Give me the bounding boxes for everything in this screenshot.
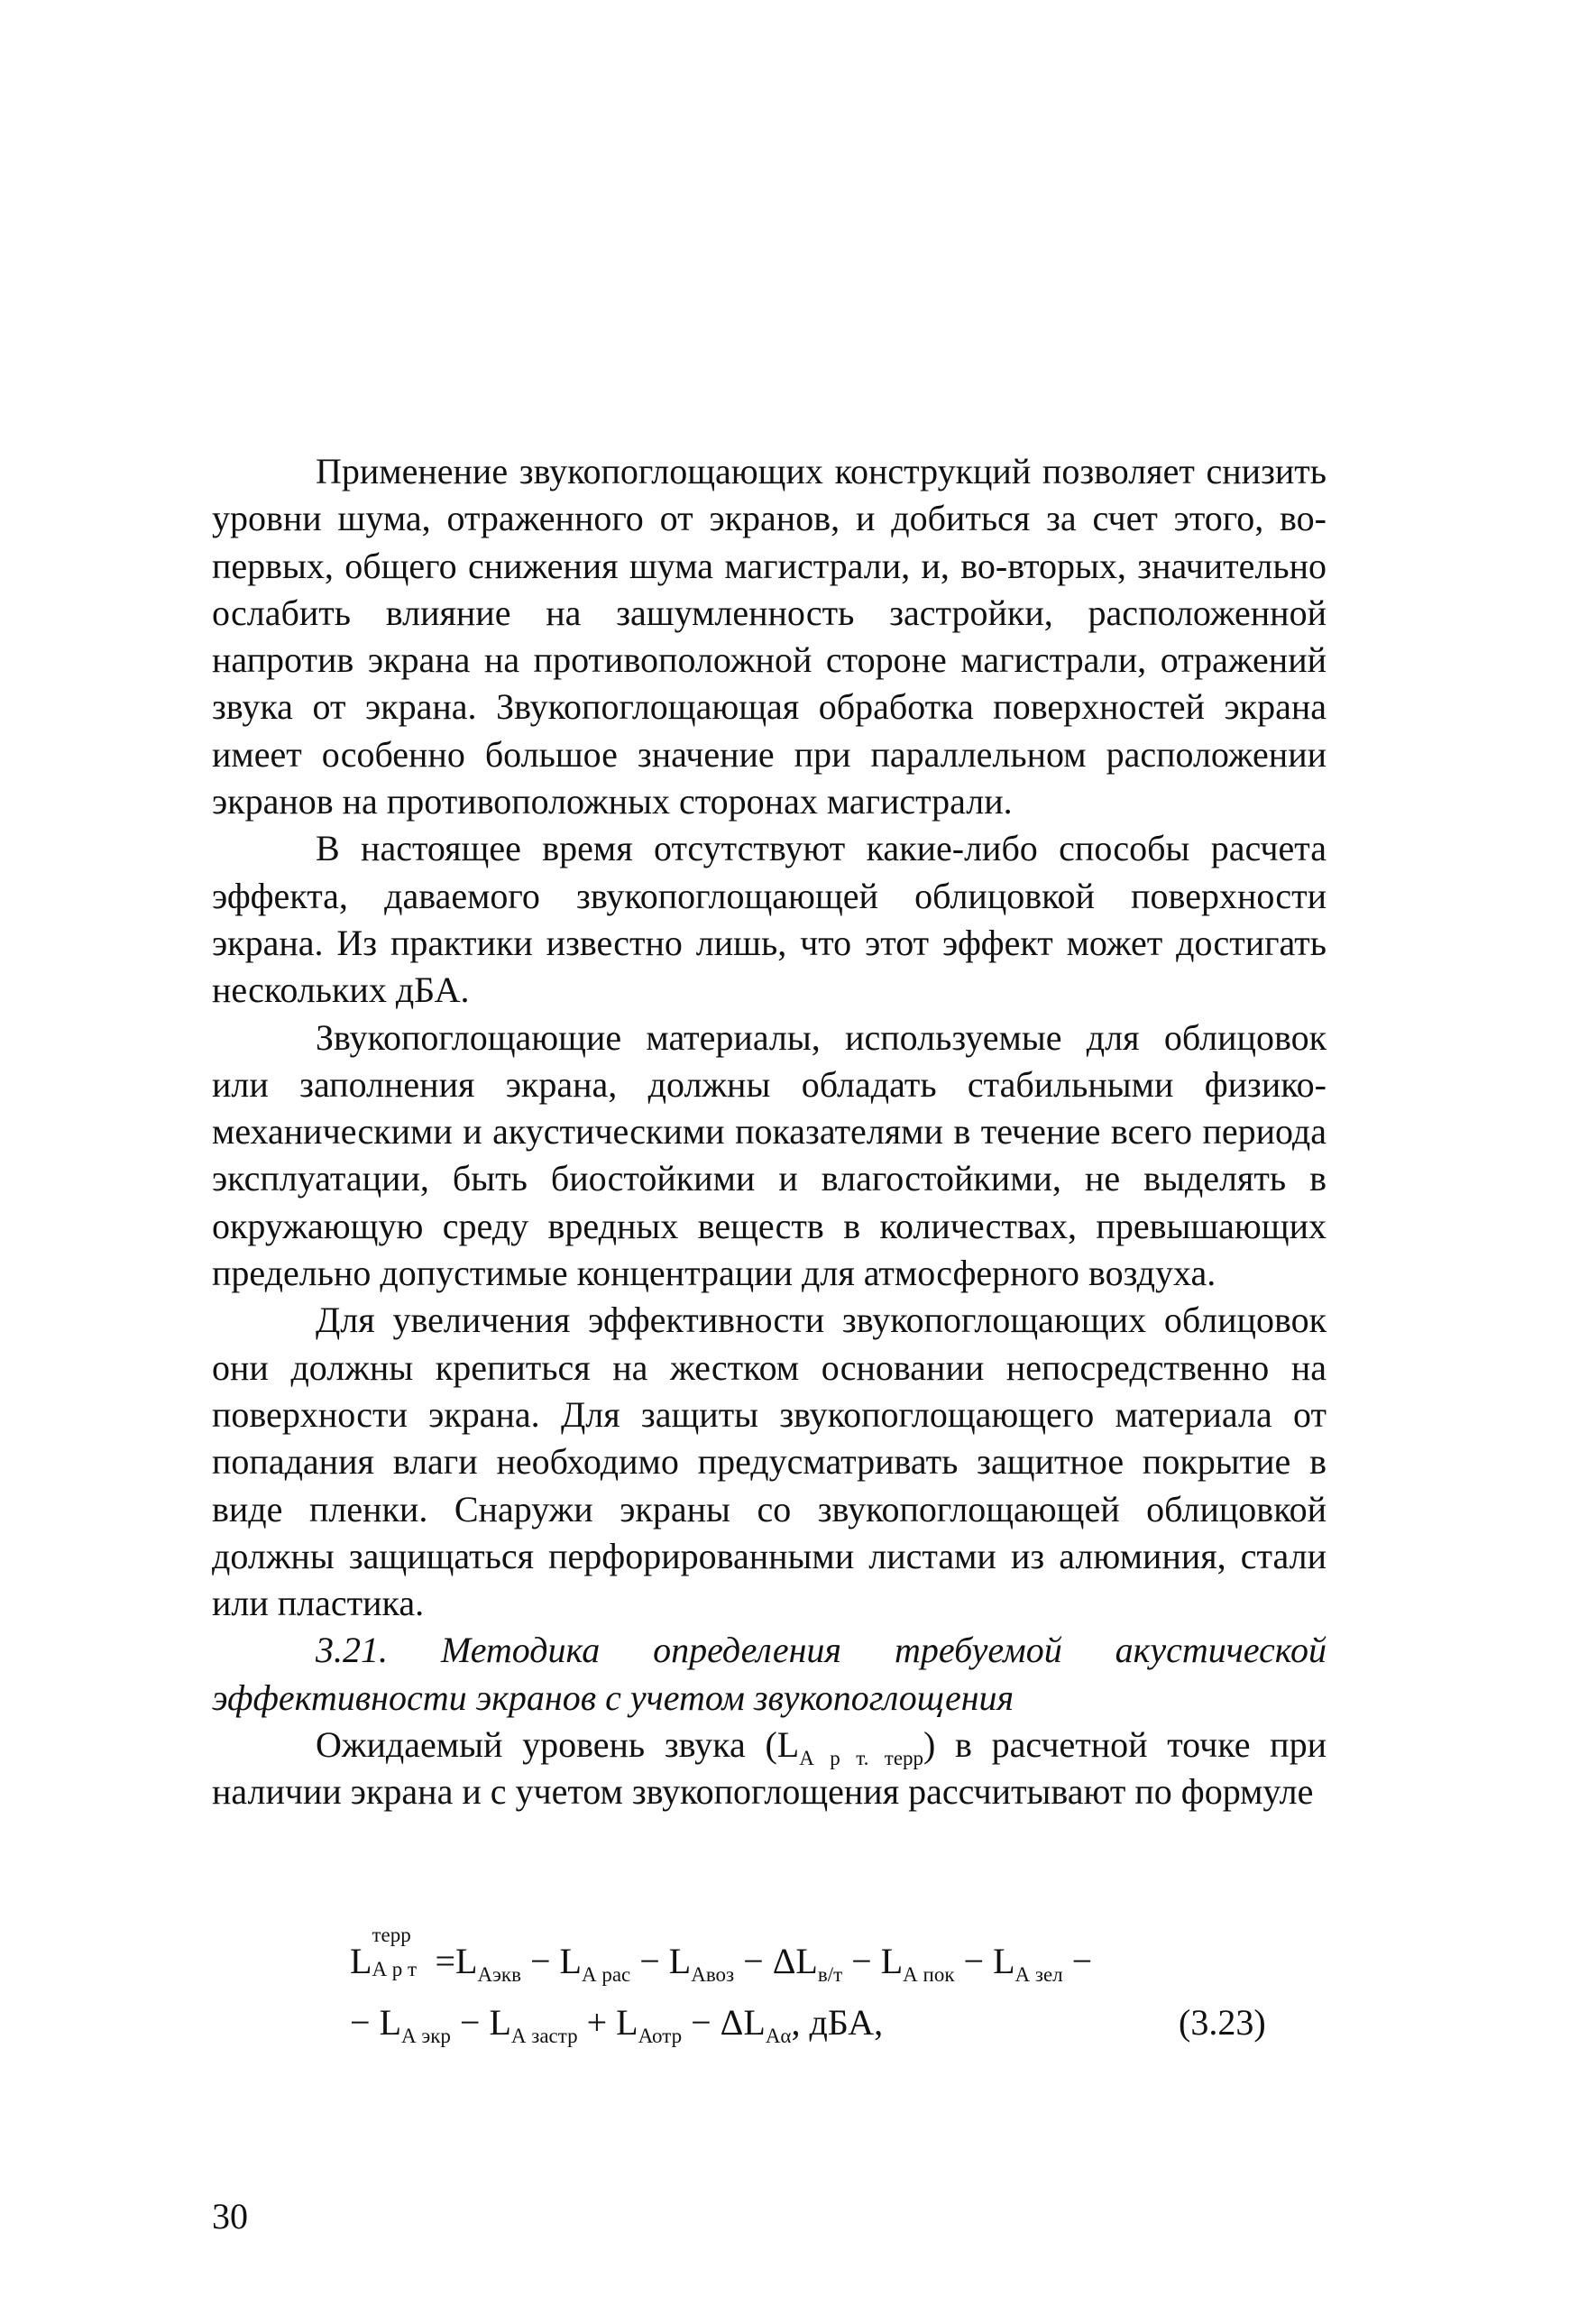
page-number: 30 <box>212 2196 248 2237</box>
formula-operator: − <box>954 1941 994 1981</box>
formula-term-subscript: Аэкв <box>477 1963 521 1986</box>
formula-term-subscript: Авоз <box>691 1963 735 1986</box>
formula-term-subscript: Аотр <box>638 2025 683 2047</box>
formula-equals: = <box>435 1941 455 1981</box>
formula-term-symbol: ΔL <box>720 2002 766 2043</box>
formula-line1-terms <box>455 1941 1063 1986</box>
formula-operator: − <box>842 1941 881 1981</box>
section-heading: 3.21. Методика определения требуемой акустической эффективности экранов с учетом звукопоглощения <box>212 1630 1327 1718</box>
formula-term-subscript: А зел <box>1014 1963 1063 1986</box>
formula-term-subscript: А экр <box>401 2025 451 2047</box>
paragraph-2: В настоящее время отсутствуют какие-либо способы расчета эффекта, даваемого звукопоглощающей облицовкой поверхности экрана. Из практики известно лишь, что этот эффект может достигать нескольких дБА. <box>212 828 1327 1011</box>
formula-term-subscript: А пок <box>903 1963 955 1986</box>
formula-line-1 <box>350 1924 1093 1986</box>
formula-term-symbol: L <box>993 1941 1015 1981</box>
formula-term-subscript: Аα <box>765 2025 792 2047</box>
formula-operator: − <box>450 2002 490 2043</box>
formula-lhs-sup: терр <box>372 1924 411 1946</box>
body-text <box>212 448 1327 1816</box>
formula-term-subscript: А рас <box>581 1963 631 1986</box>
formula-operator: − <box>682 2002 721 2043</box>
formula-term-subscript: А застр <box>510 2025 578 2047</box>
formula-term-symbol: L <box>616 2002 638 2043</box>
formula-operator: − <box>520 1941 560 1981</box>
formula-operator: + <box>577 2002 617 2043</box>
formula-operator: − <box>630 1941 669 1981</box>
formula-line2-terms <box>350 2002 792 2047</box>
paragraph-1: Применение звукопоглощающих конструкций позволяет снизить уровни шума, отраженного от экранов, и добиться за счет этого, во-первых, общего снижения шума магистрали, и, во-вторых, значительно ослабить влияние на зашумленность застройки, расположенной напротив экрана на противоположной стороне магистрали, отражений звука от экрана. Звукопоглощающая обработка поверхностей экрана имеет особенно большое значение при параллельном расположении экранов на противоположных сторонах магистрали. <box>212 451 1327 822</box>
paragraph-3: Звукопоглощающие материалы, используемые для облицовок или заполнения экрана, должны обладать стабильными физико-механическими и акустическими показателями в течение всего периода эксплуатации, быть биостойкими и влагостойкими, не выделять в окружающую среду вредных веществ в количествах, превышающих предельно допустимые концентрации для атмосферного воздуха. <box>212 1016 1327 1294</box>
formula-line-2 <box>350 1999 883 2046</box>
intro-after: ) в расчетной точке при наличии экрана и с учетом звукопоглощения рассчитывают по формуле <box>212 1724 1327 1813</box>
formula-lhs-indices <box>372 1924 426 1980</box>
formula-term-symbol: L <box>379 2002 401 2043</box>
formula-unit: , дБА, <box>791 2002 884 2043</box>
formula-lhs-symbol: L <box>350 1941 372 1981</box>
paragraph-4: Для увеличения эффективности звукопоглощающих облицовок они должны крепиться на жестком основании непосредственно на поверхности экрана. Для защиты звукопоглощающего материала от попадания влаги необходимо предусматривать защитное покрытие в виде пленки. Снаружи экраны со звукопоглощающей облицовкой должны защищаться перфорированными листами из алюминия, стали или пластика. <box>212 1300 1327 1624</box>
formula-operator: − <box>350 2002 380 2043</box>
formula-term-symbol: ΔL <box>772 1941 818 1981</box>
formula-line1-trailing: − <box>1071 1941 1093 1981</box>
formula-term-symbol: L <box>489 2002 511 2043</box>
formula-term-symbol: L <box>455 1941 478 1981</box>
formula-term-subscript: в/т <box>817 1963 843 1986</box>
formula-intro <box>212 1722 1327 1816</box>
intro-before: Ожидаемый уровень звука ( <box>316 1724 777 1766</box>
formula-operator: − <box>734 1941 773 1981</box>
formula-term-symbol: L <box>559 1941 582 1981</box>
formula-number: (3.23) <box>1179 2002 1266 2043</box>
formula-lhs-sub: А р т <box>372 1958 418 1980</box>
intro-symbol: L <box>776 1724 800 1766</box>
intro-subscript: А р т. терр <box>799 1747 924 1770</box>
formula-term-symbol: L <box>880 1941 904 1981</box>
formula-term-symbol: L <box>668 1941 692 1981</box>
